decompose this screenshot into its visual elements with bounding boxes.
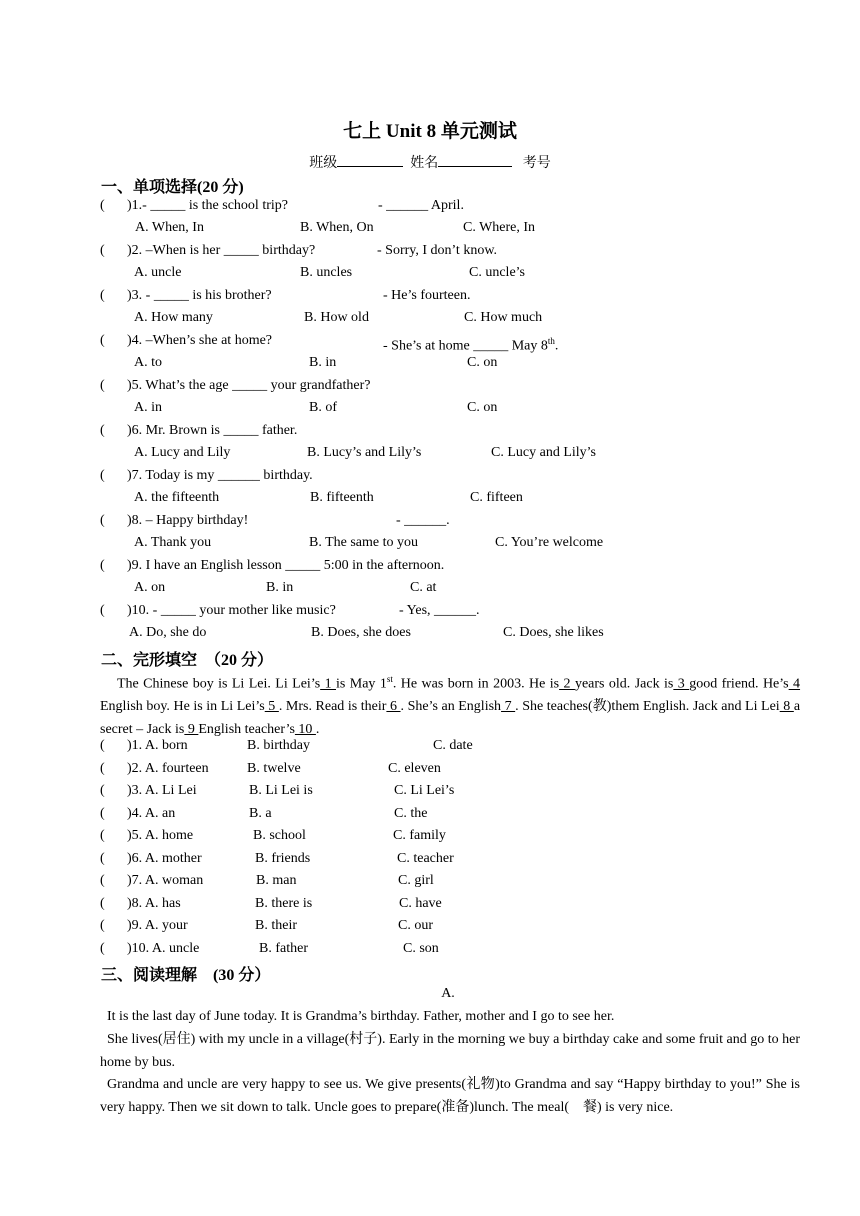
passage-text: . Mrs. Read is their xyxy=(278,699,387,715)
option-b: B. twelve xyxy=(247,761,301,776)
option-c: C. on xyxy=(467,355,498,370)
reply-text xyxy=(377,241,497,261)
reply-main: - Sorry, I don’t know. xyxy=(377,243,498,258)
passage-text: . She’s an English xyxy=(400,699,502,715)
option-b: B. of xyxy=(309,400,337,415)
answer-paren[interactable]: ( xyxy=(100,333,105,348)
option-c: C. Where, In xyxy=(463,220,536,235)
answer-paren[interactable]: ( xyxy=(100,828,105,843)
option-a: )1. A. born xyxy=(127,738,188,753)
option-c: C. Li Lei’s xyxy=(394,783,455,798)
answer-paren[interactable]: ( xyxy=(100,918,105,933)
option-c: C. Does, she likes xyxy=(503,625,604,640)
answer-paren[interactable]: ( xyxy=(100,738,105,753)
reply-text xyxy=(399,601,480,621)
option-b: B. their xyxy=(255,918,297,933)
option-c: C. have xyxy=(399,896,442,911)
answer-paren[interactable]: ( xyxy=(100,423,105,438)
option-b: B. fifteenth xyxy=(310,490,374,505)
option-a: A. the fifteenth xyxy=(134,490,220,505)
option-b: B. a xyxy=(249,806,272,821)
option-b: B. Does, she does xyxy=(311,625,411,640)
option-a: A. Lucy and Lily xyxy=(134,445,231,460)
reply-main: - He’s fourteen. xyxy=(383,288,471,303)
option-c: C. family xyxy=(393,828,446,843)
answer-paren[interactable]: ( xyxy=(100,198,105,213)
option-a: )10. A. uncle xyxy=(127,941,200,956)
reply-main: - She’s at home _____ May 8 xyxy=(383,338,548,354)
blank-2: 2 xyxy=(559,676,575,692)
blank-4: 4 xyxy=(788,676,801,692)
question-text: )7. Today is my ______ birthday. xyxy=(127,468,313,483)
passage-text: years old. Jack is xyxy=(574,676,674,692)
section2-heading: 二、完形填空 （20 分） xyxy=(101,652,274,669)
option-a: A. Do, she do xyxy=(129,625,207,640)
option-c: C. date xyxy=(433,738,473,753)
blank-9: 9 xyxy=(184,721,199,737)
question-text: )2. –When is her _____ birthday? xyxy=(127,243,316,258)
reply-text xyxy=(383,286,470,306)
question-text: )8. – Happy birthday! xyxy=(127,513,249,528)
passage-text: a secret – Jack is xyxy=(100,699,801,737)
option-a: )2. A. fourteen xyxy=(127,761,209,776)
option-a: A. uncle xyxy=(134,265,182,280)
option-c: C. You’re welcome xyxy=(495,535,604,550)
option-c: C. fifteen xyxy=(470,490,523,505)
reply-end: . xyxy=(554,338,559,354)
option-c: C. girl xyxy=(398,873,434,888)
answer-paren[interactable]: ( xyxy=(100,468,105,483)
answer-paren[interactable]: ( xyxy=(100,378,105,393)
id-label: 考号 xyxy=(522,156,551,171)
passage-text: . He was born in 2003. He is xyxy=(392,676,560,692)
reply-main: - Yes, ______. xyxy=(399,603,480,618)
question-text: )3. - _____ is his brother? xyxy=(127,288,272,303)
option-a: )3. A. Li Lei xyxy=(127,783,197,798)
option-a: )9. A. your xyxy=(127,918,188,933)
option-a: )6. A. mother xyxy=(127,851,202,866)
option-b: B. Li Lei is xyxy=(249,783,313,798)
option-c: C. How much xyxy=(464,310,543,325)
option-a: )8. A. has xyxy=(127,896,181,911)
question-text: )9. I have an English lesson _____ 5:00 in the afternoon. xyxy=(127,558,445,573)
option-c: C. at xyxy=(410,580,437,595)
option-a: A. How many xyxy=(134,310,213,325)
option-b: B. in xyxy=(309,355,337,370)
option-b: B. school xyxy=(253,828,306,843)
blank-5: 5 xyxy=(264,699,279,715)
answer-paren[interactable]: ( xyxy=(100,873,105,888)
passage-text: . xyxy=(315,721,320,737)
option-b: B. man xyxy=(256,873,297,888)
name-label: 姓名 xyxy=(410,156,439,171)
class-label: 班级 xyxy=(309,156,338,171)
reading-paragraph: She lives(居住) with my uncle in a village(村子). Early in the morning we buy a birthday cake and some fruit and go to her home by bus. xyxy=(100,1032,800,1070)
answer-paren[interactable]: ( xyxy=(100,851,105,866)
passage-text: good friend. He’s xyxy=(689,676,789,692)
option-c: C. Lucy and Lily’s xyxy=(491,445,596,460)
question-text: )10. - _____ your mother like music? xyxy=(127,603,336,618)
answer-paren[interactable]: ( xyxy=(100,806,105,821)
option-a: A. on xyxy=(134,580,166,595)
option-b: B. friends xyxy=(255,851,311,866)
option-c: C. our xyxy=(398,918,433,933)
name-blank[interactable] xyxy=(438,154,512,167)
question-text: )6. Mr. Brown is _____ father. xyxy=(127,423,298,438)
superscript: st xyxy=(386,674,393,684)
answer-paren[interactable]: ( xyxy=(100,896,105,911)
class-info-line xyxy=(0,152,860,172)
blank-1: 1 xyxy=(320,676,336,692)
option-c: C. the xyxy=(394,806,428,821)
option-b: B. How old xyxy=(304,310,369,325)
passage-text: The Chinese boy is Li Lei. Li Lei’s xyxy=(117,676,321,692)
section3-heading: 三、阅读理解 (30 分） xyxy=(101,967,271,984)
passage-text: is May 1 xyxy=(336,676,387,692)
answer-paren[interactable]: ( xyxy=(100,243,105,258)
option-b: B. father xyxy=(259,941,308,956)
option-c: C. teacher xyxy=(397,851,454,866)
option-b: B. Lucy’s and Lily’s xyxy=(307,445,422,460)
class-blank[interactable] xyxy=(337,154,403,167)
option-b: B. The same to you xyxy=(309,535,419,550)
option-c: C. eleven xyxy=(388,761,441,776)
option-c: C. uncle’s xyxy=(469,265,525,280)
page-title: 七上 Unit 8 单元测试 xyxy=(343,121,517,142)
option-b: B. When, On xyxy=(300,220,374,235)
reading-part-label: A. xyxy=(441,986,455,1001)
section1-heading: 一、单项选择(20 分) xyxy=(101,179,244,196)
reply-main: - ______. xyxy=(396,513,450,528)
passage-text: . She teaches(教)them English. Jack and Li Lei xyxy=(515,699,780,715)
option-a: A. to xyxy=(134,355,162,370)
option-b: B. uncles xyxy=(300,265,353,280)
answer-paren[interactable]: ( xyxy=(100,603,105,618)
blank-3: 3 xyxy=(673,676,690,692)
option-a: A. When, In xyxy=(135,220,204,235)
answer-paren[interactable]: ( xyxy=(100,288,105,303)
answer-paren[interactable]: ( xyxy=(100,941,105,956)
option-b: B. birthday xyxy=(247,738,310,753)
blank-10: 10 xyxy=(294,721,316,737)
reply-main: - ______ April. xyxy=(378,198,464,213)
option-a: A. in xyxy=(134,400,162,415)
option-b: B. there is xyxy=(255,896,313,911)
answer-paren[interactable]: ( xyxy=(100,761,105,776)
blank-6: 6 xyxy=(386,699,401,715)
blank-8: 8 xyxy=(779,699,794,715)
option-b: B. in xyxy=(266,580,294,595)
cloze-passage xyxy=(100,668,800,741)
option-a: A. Thank you xyxy=(134,535,212,550)
question-text: )4. –When’s she at home? xyxy=(127,333,273,348)
option-a: )5. A. home xyxy=(127,828,194,843)
option-a: )7. A. woman xyxy=(127,873,204,888)
option-a: )4. A. an xyxy=(127,806,176,821)
reply-text xyxy=(378,196,464,216)
answer-paren[interactable]: ( xyxy=(100,558,105,573)
passage-text: English boy. He is in Li Lei’s xyxy=(100,699,265,715)
option-c: C. on xyxy=(467,400,498,415)
reading-paragraph: It is the last day of June today. It is Grandma’s birthday. Father, mother and I go to see her. xyxy=(107,1009,615,1024)
passage-text: English teacher’s xyxy=(198,721,295,737)
superscript: th xyxy=(547,336,555,346)
question-text: )5. What’s the age _____ your grandfather? xyxy=(127,378,371,393)
answer-paren[interactable]: ( xyxy=(100,513,105,528)
blank-7: 7 xyxy=(501,699,516,715)
reply-text xyxy=(396,511,450,531)
reading-paragraph: Grandma and uncle are very happy to see us. We give presents(礼物)to Grandma and say “Happy birthday to you!” She is very happy. Then we sit down to talk. Uncle goes to prepare(准备)lunch. The meal( 餐) is very nice. xyxy=(100,1077,800,1115)
question-text: )1.- _____ is the school trip? xyxy=(127,198,288,213)
option-c: C. son xyxy=(403,941,439,956)
answer-paren[interactable]: ( xyxy=(100,783,105,798)
